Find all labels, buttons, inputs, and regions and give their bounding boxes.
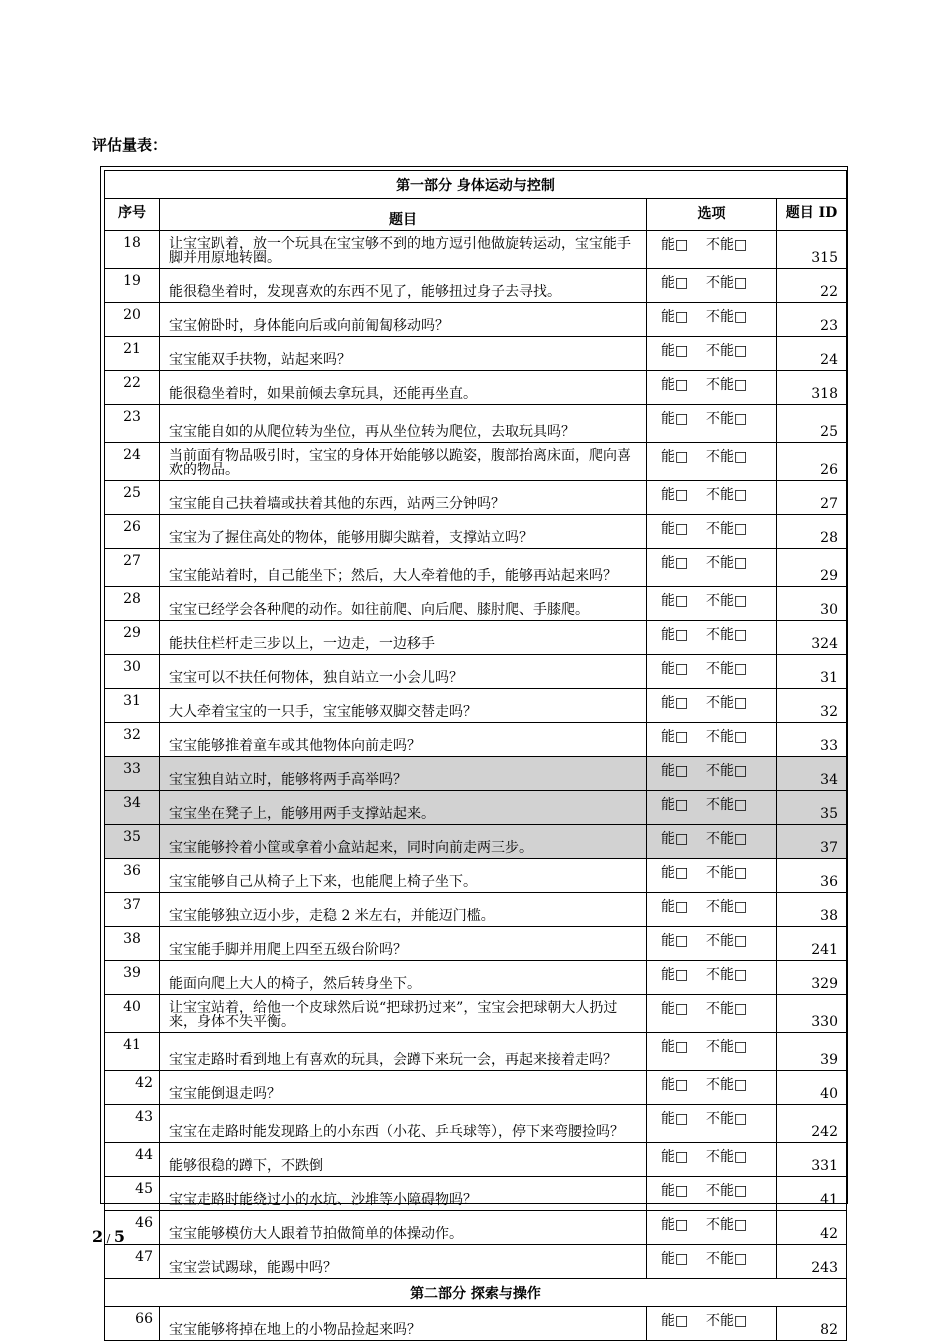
table-row <box>105 757 847 791</box>
row-number: 33 <box>105 757 160 791</box>
row-question: 宝宝能自如的从爬位转为坐位，再从坐位转为爬位，去取玩具吗？ <box>160 405 647 443</box>
row-question: 宝宝走路时看到地上有喜欢的玩具，会蹲下来玩一会，再起来接着走吗？ <box>160 1033 647 1071</box>
row-options: 能□ 不能□ <box>647 587 777 621</box>
row-question: 能面向爬上大人的椅子，然后转身坐下。 <box>160 961 647 995</box>
row-number: 34 <box>105 791 160 825</box>
row-question: 宝宝已经学会各种爬的动作。如往前爬、向后爬、膝肘爬、手膝爬。 <box>160 587 647 621</box>
row-number: 36 <box>105 859 160 893</box>
col-header-qid: 题目 ID <box>777 199 847 231</box>
row-number: 39 <box>105 961 160 995</box>
table-row <box>105 1245 847 1279</box>
table-row <box>105 621 847 655</box>
row-number: 22 <box>105 371 160 405</box>
row-number: 38 <box>105 927 160 961</box>
row-options: 能□ 不能□ <box>647 1307 777 1341</box>
row-options: 能□ 不能□ <box>647 893 777 927</box>
table-row <box>105 371 847 405</box>
row-number: 32 <box>105 723 160 757</box>
table-row <box>105 587 847 621</box>
row-question: 宝宝走路时能绕过小的水坑、沙堆等小障碍物吗？ <box>160 1177 647 1211</box>
row-number: 45 <box>105 1177 160 1211</box>
table-row <box>105 303 847 337</box>
row-question-id: 41 <box>777 1177 847 1211</box>
row-number: 40 <box>105 995 160 1033</box>
row-question: 宝宝能倒退走吗？ <box>160 1071 647 1105</box>
row-question: 能很稳坐着时，如果前倾去拿玩具，还能再坐直。 <box>160 371 647 405</box>
row-question-id: 242 <box>777 1105 847 1143</box>
table-row <box>105 1143 847 1177</box>
row-number: 37 <box>105 893 160 927</box>
table-row <box>105 481 847 515</box>
page-heading: 评估量表： <box>92 136 168 154</box>
row-question: 宝宝能站着时，自己能坐下；然后，大人牵着他的手，能够再站起来吗？ <box>160 549 647 587</box>
row-question: 能够很稳的蹲下，不跌倒 <box>160 1143 647 1177</box>
row-options: 能□ 不能□ <box>647 515 777 549</box>
row-question-id: 40 <box>777 1071 847 1105</box>
row-options: 能□ 不能□ <box>647 405 777 443</box>
table-row <box>105 1105 847 1143</box>
row-question: 宝宝能够推着童车或其他物体向前走吗？ <box>160 723 647 757</box>
row-question-id: 31 <box>777 655 847 689</box>
row-number: 35 <box>105 825 160 859</box>
row-question-id: 331 <box>777 1143 847 1177</box>
row-question-id: 32 <box>777 689 847 723</box>
col-header-no: 序号 <box>105 199 160 231</box>
row-question: 宝宝为了握住高处的物体，能够用脚尖踮着，支撑站立吗？ <box>160 515 647 549</box>
row-options: 能□ 不能□ <box>647 689 777 723</box>
row-options: 能□ 不能□ <box>647 1071 777 1105</box>
row-options: 能□ 不能□ <box>647 269 777 303</box>
row-question-id: 33 <box>777 723 847 757</box>
row-question-id: 26 <box>777 443 847 481</box>
row-options: 能□ 不能□ <box>647 655 777 689</box>
table-row <box>105 231 847 269</box>
table-row <box>105 859 847 893</box>
row-number: 47 <box>105 1245 160 1279</box>
row-question: 让宝宝趴着，放一个玩具在宝宝够不到的地方逗引他做旋转运动，宝宝能手脚并用原地转圈。 <box>160 231 647 269</box>
row-question: 宝宝能够独立迈小步，走稳 2 米左右，并能迈门槛。 <box>160 893 647 927</box>
page-number: 2 <box>92 1227 104 1246</box>
section1-title: 第一部分 身体运动与控制 <box>105 171 847 199</box>
row-question-id: 34 <box>777 757 847 791</box>
row-question-id: 36 <box>777 859 847 893</box>
row-question-id: 30 <box>777 587 847 621</box>
column-header-row <box>105 199 847 231</box>
table-row <box>105 1033 847 1071</box>
row-question-id: 318 <box>777 371 847 405</box>
row-options: 能□ 不能□ <box>647 1177 777 1211</box>
row-options: 能□ 不能□ <box>647 859 777 893</box>
row-number: 28 <box>105 587 160 621</box>
page-separator: / <box>103 1232 114 1245</box>
row-number: 26 <box>105 515 160 549</box>
table-row <box>105 549 847 587</box>
row-question-id: 27 <box>777 481 847 515</box>
row-question-id: 42 <box>777 1211 847 1245</box>
col-header-option: 选项 <box>647 199 777 231</box>
row-options: 能□ 不能□ <box>647 1143 777 1177</box>
row-question-id: 24 <box>777 337 847 371</box>
row-options: 能□ 不能□ <box>647 995 777 1033</box>
row-options: 能□ 不能□ <box>647 1105 777 1143</box>
table-row <box>105 825 847 859</box>
row-options: 能□ 不能□ <box>647 337 777 371</box>
row-options: 能□ 不能□ <box>647 723 777 757</box>
row-question: 能很稳坐着时，发现喜欢的东西不见了，能够扭过身子去寻找。 <box>160 269 647 303</box>
table-row <box>105 995 847 1033</box>
table-row <box>105 515 847 549</box>
table-row <box>105 1211 847 1245</box>
row-options: 能□ 不能□ <box>647 791 777 825</box>
row-question: 能扶住栏杆走三步以上，一边走，一边移手 <box>160 621 647 655</box>
table-row <box>105 689 847 723</box>
row-number: 42 <box>105 1071 160 1105</box>
section-header <box>105 171 847 199</box>
table-row <box>105 655 847 689</box>
row-question-id: 29 <box>777 549 847 587</box>
row-question: 宝宝独自站立时，能够将两手高举吗？ <box>160 757 647 791</box>
row-question-id: 22 <box>777 269 847 303</box>
row-number: 18 <box>105 231 160 269</box>
row-options: 能□ 不能□ <box>647 231 777 269</box>
row-number: 43 <box>105 1105 160 1143</box>
row-question: 宝宝坐在凳子上，能够用两手支撑站起来。 <box>160 791 647 825</box>
row-question: 宝宝能够将掉在地上的小物品捡起来吗？ <box>160 1307 647 1341</box>
table-row <box>105 269 847 303</box>
row-question: 宝宝能够自己从椅子上下来，也能爬上椅子坐下。 <box>160 859 647 893</box>
table-row <box>105 1071 847 1105</box>
row-options: 能□ 不能□ <box>647 549 777 587</box>
row-number: 21 <box>105 337 160 371</box>
row-options: 能□ 不能□ <box>647 481 777 515</box>
row-question-id: 82 <box>777 1307 847 1341</box>
row-question: 宝宝可以不扶任何物体，独自站立一小会儿吗？ <box>160 655 647 689</box>
table-row <box>105 893 847 927</box>
table-row <box>105 1177 847 1211</box>
row-question-id: 28 <box>777 515 847 549</box>
row-number: 41 <box>105 1033 160 1071</box>
row-question: 宝宝在走路时能发现路上的小东西（小花、乒乓球等），停下来弯腰捡吗？ <box>160 1105 647 1143</box>
row-options: 能□ 不能□ <box>647 371 777 405</box>
table-row <box>105 405 847 443</box>
row-question: 宝宝能双手扶物，站起来吗？ <box>160 337 647 371</box>
row-question-id: 330 <box>777 995 847 1033</box>
row-question-id: 39 <box>777 1033 847 1071</box>
table-row <box>105 337 847 371</box>
table-row <box>105 791 847 825</box>
row-question-id: 241 <box>777 927 847 961</box>
row-question-id: 37 <box>777 825 847 859</box>
section2-title: 第二部分 探索与操作 <box>105 1279 847 1307</box>
row-question: 宝宝能自己扶着墙或扶着其他的东西，站两三分钟吗？ <box>160 481 647 515</box>
section-header <box>105 1279 847 1307</box>
row-question-id: 243 <box>777 1245 847 1279</box>
row-number: 20 <box>105 303 160 337</box>
table-row <box>105 723 847 757</box>
row-question-id: 23 <box>777 303 847 337</box>
row-question-id: 329 <box>777 961 847 995</box>
row-options: 能□ 不能□ <box>647 621 777 655</box>
row-options: 能□ 不能□ <box>647 825 777 859</box>
row-options: 能□ 不能□ <box>647 961 777 995</box>
row-question: 大人牵着宝宝的一只手，宝宝能够双脚交替走吗？ <box>160 689 647 723</box>
row-question-id: 35 <box>777 791 847 825</box>
row-options: 能□ 不能□ <box>647 303 777 337</box>
row-number: 24 <box>105 443 160 481</box>
row-options: 能□ 不能□ <box>647 757 777 791</box>
row-question-id: 25 <box>777 405 847 443</box>
row-options: 能□ 不能□ <box>647 443 777 481</box>
row-options: 能□ 不能□ <box>647 1211 777 1245</box>
row-question: 宝宝能手脚并用爬上四至五级台阶吗？ <box>160 927 647 961</box>
row-question-id: 324 <box>777 621 847 655</box>
row-options: 能□ 不能□ <box>647 1033 777 1071</box>
row-number: 27 <box>105 549 160 587</box>
row-number: 46 <box>105 1211 160 1245</box>
row-question: 当前面有物品吸引时，宝宝的身体开始能够以跪姿，腹部抬离床面，爬向喜欢的物品。 <box>160 443 647 481</box>
row-number: 25 <box>105 481 160 515</box>
assessment-table <box>104 170 847 1341</box>
row-question-id: 315 <box>777 231 847 269</box>
row-number: 29 <box>105 621 160 655</box>
row-question-id: 38 <box>777 893 847 927</box>
table-row <box>105 443 847 481</box>
row-number: 23 <box>105 405 160 443</box>
row-question: 宝宝俯卧时，身体能向后或向前匍匐移动吗？ <box>160 303 647 337</box>
row-question: 让宝宝站着，给他一个皮球然后说“把球扔过来”，宝宝会把球朝大人扔过来，身体不失平衡。 <box>160 995 647 1033</box>
table-row <box>105 927 847 961</box>
table-row <box>105 1307 847 1341</box>
row-question: 宝宝能够模仿大人跟着节拍做简单的体操动作。 <box>160 1211 647 1245</box>
row-question: 宝宝能够拎着小筐或拿着小盒站起来，同时向前走两三步。 <box>160 825 647 859</box>
col-header-title: 题目 <box>160 199 647 231</box>
page-total: 5 <box>113 1227 125 1246</box>
row-options: 能□ 不能□ <box>647 927 777 961</box>
row-options: 能□ 不能□ <box>647 1245 777 1279</box>
row-number: 30 <box>105 655 160 689</box>
page-footer <box>92 1227 125 1246</box>
row-number: 19 <box>105 269 160 303</box>
row-question: 宝宝尝试踢球，能踢中吗？ <box>160 1245 647 1279</box>
row-number: 66 <box>105 1307 160 1341</box>
row-number: 31 <box>105 689 160 723</box>
row-number: 44 <box>105 1143 160 1177</box>
table-row <box>105 961 847 995</box>
